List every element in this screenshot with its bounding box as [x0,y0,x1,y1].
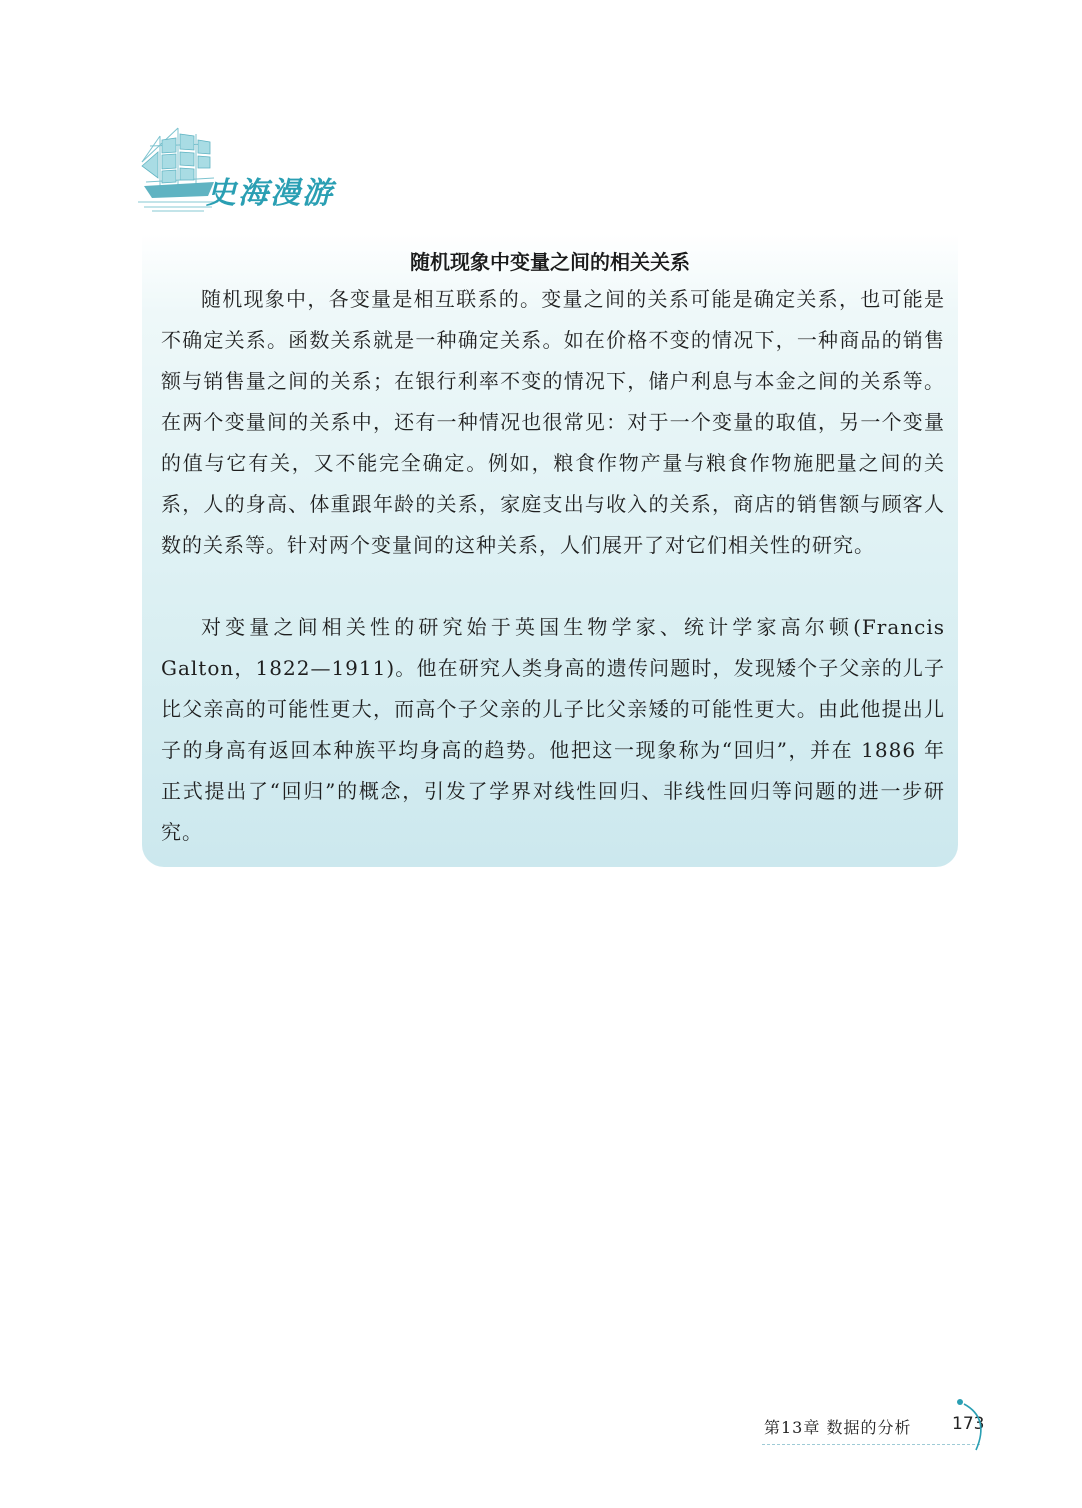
page-arc-icon [950,1396,996,1456]
article-paragraph: 随机现象中，各变量是相互联系的。变量之间的关系可能是确定关系，也可能是不确定关系。函数关系就是一种确定关系。如在价格不变的情况下，一种商品的销售额与销售量之间的关系；在银行利率不变的情况下，储户利息与本金之间的关系等。在两个变量间的关系中，还有一种情况也很常见：对于一个变量的取值，另一个变量的值与它有关，又不能完全确定。例如，粮食作物产量与粮食作物施肥量之间的关系，人的身高、体重跟年龄的关系，家庭支出与收入的关系，商店的销售额与顾客人数的关系等。针对两个变量间的这种关系，人们展开了对它们相关性的研究。 [161,287,945,557]
section-title: 史海漫游 [206,176,334,211]
section-header [138,122,398,212]
article-title: 随机现象中变量之间的相关关系 [410,250,690,274]
footer-divider [762,1444,980,1445]
article-card [142,234,958,867]
page-number: 173 [952,1414,985,1434]
page-footer [756,1396,996,1456]
article-paragraph: 对变量之间相关性的研究始于英国生物学家、统计学家高尔顿(Francis Galton，1822—1911)。他在研究人类身高的遗传问题时，发现矮个子父亲的儿子比父亲高的可能性更大，而高个子父亲的儿子比父亲矮的可能性更大。由此他提出儿子的身高有返回本种族平均身高的趋势。他把这一现象称为“回归”，并在 1886 年正式提出了“回归”的概念，引发了学界对线性回归、非线性回归等问题的进一步研究。 [161,615,945,844]
chapter-label: 第13章 数据的分析 [764,1418,912,1437]
